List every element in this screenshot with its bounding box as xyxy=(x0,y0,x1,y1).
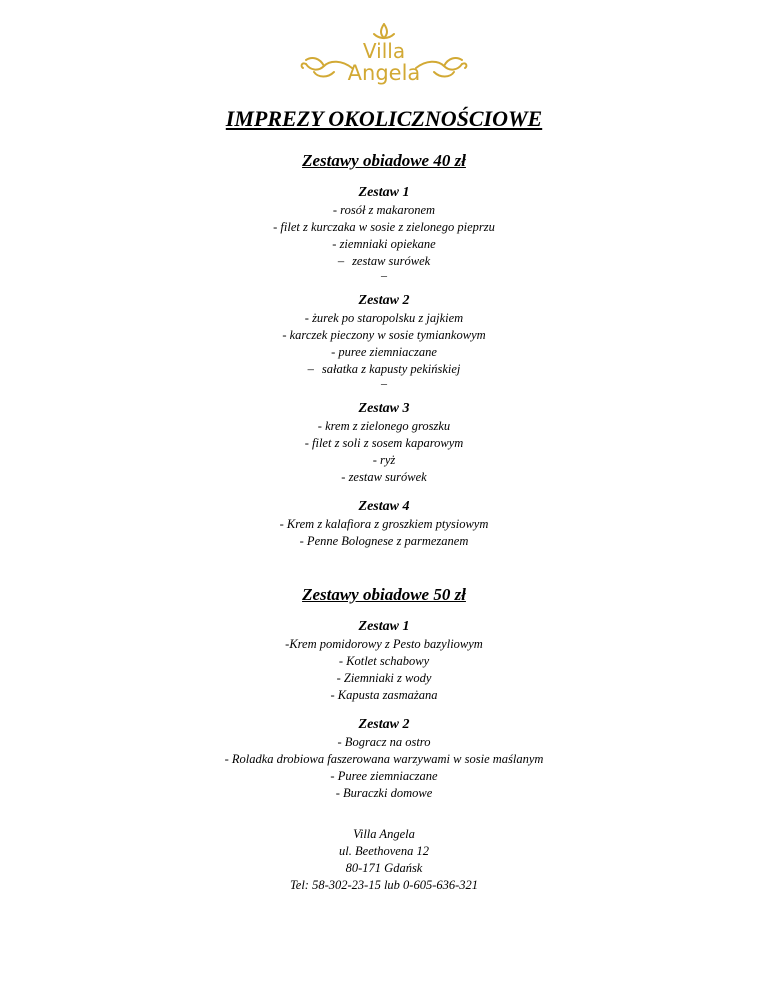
dash: – xyxy=(337,254,345,268)
set-title: Zestaw 1 xyxy=(358,185,410,200)
menu-item: - ziemniaki opiekane xyxy=(332,237,436,251)
section-50 xyxy=(0,584,768,802)
menu-item: -Krem pomidorowy z Pesto bazyliowym xyxy=(285,637,483,651)
menu-item: - filet z soli z sosem kaparowym xyxy=(304,436,464,450)
menu-item: - karczek pieczony w sosie tymiankowym xyxy=(282,328,486,342)
menu-item: - krem z zielonego groszku xyxy=(317,419,451,433)
menu-item: - Kotlet schabowy xyxy=(338,654,430,668)
set-3 xyxy=(0,400,768,486)
menu-item: - filet z kurczaka w sosie z zielonego pieprzu xyxy=(273,220,495,234)
lone-dash: – xyxy=(381,376,387,390)
address-name: Villa Angela xyxy=(353,827,415,841)
menu-item: - rosół z makaronem xyxy=(332,203,436,217)
address-block xyxy=(0,826,768,894)
address-city: 80-171 Gdańsk xyxy=(345,861,423,875)
menu-content xyxy=(0,100,768,894)
menu-item: - Ziemniaki z wody xyxy=(336,671,432,685)
logo-line1: Villa xyxy=(362,39,406,63)
menu-item: - Roladka drobiowa faszerowana warzywami w sosie maślanym xyxy=(224,752,544,766)
lone-dash: – xyxy=(381,268,387,282)
menu-item: - Bogracz na ostro xyxy=(337,735,431,749)
menu-item: - zestaw surówek xyxy=(341,470,427,484)
menu-item: - ryż xyxy=(372,453,396,467)
section-40 xyxy=(0,150,768,550)
page-title: IMPREZY OKOLICZNOŚCIOWE xyxy=(225,106,543,131)
section-title: Zestawy obiadowe 40 zł xyxy=(302,151,466,170)
set-title: Zestaw 3 xyxy=(358,401,410,416)
menu-item: - Krem z kalafiora z groszkiem ptysiowym xyxy=(279,517,489,531)
address-phone: Tel: 58-302-23-15 lub 0-605-636-321 xyxy=(289,878,479,892)
menu-item-text: sałatka z kapusty pekińskiej xyxy=(321,362,461,376)
set-4 xyxy=(0,498,768,550)
set-1 xyxy=(0,618,768,704)
menu-item: - Penne Bolognese z parmezanem xyxy=(299,534,469,548)
menu-item: - puree ziemniaczane xyxy=(331,345,437,359)
set-1 xyxy=(0,184,768,280)
menu-item: - żurek po staropolsku z jajkiem xyxy=(304,311,464,325)
set-title: Zestaw 2 xyxy=(358,293,410,308)
logo-line2: Angela xyxy=(347,61,421,85)
section-title: Zestawy obiadowe 50 zł xyxy=(302,585,466,604)
menu-item: - Buraczki domowe xyxy=(335,786,433,800)
menu-item-text: zestaw surówek xyxy=(352,254,431,268)
set-title: Zestaw 2 xyxy=(358,717,410,732)
set-title: Zestaw 1 xyxy=(358,619,410,634)
set-title: Zestaw 4 xyxy=(358,499,410,514)
menu-item: - Puree ziemniaczane xyxy=(330,769,438,783)
villa-angela-logo xyxy=(294,20,474,90)
dash: – xyxy=(307,362,314,376)
menu-item: - Kapusta zasmażana xyxy=(330,688,438,702)
set-2 xyxy=(0,292,768,388)
set-2 xyxy=(0,716,768,802)
address-street: ul. Beethovena 12 xyxy=(339,844,429,858)
